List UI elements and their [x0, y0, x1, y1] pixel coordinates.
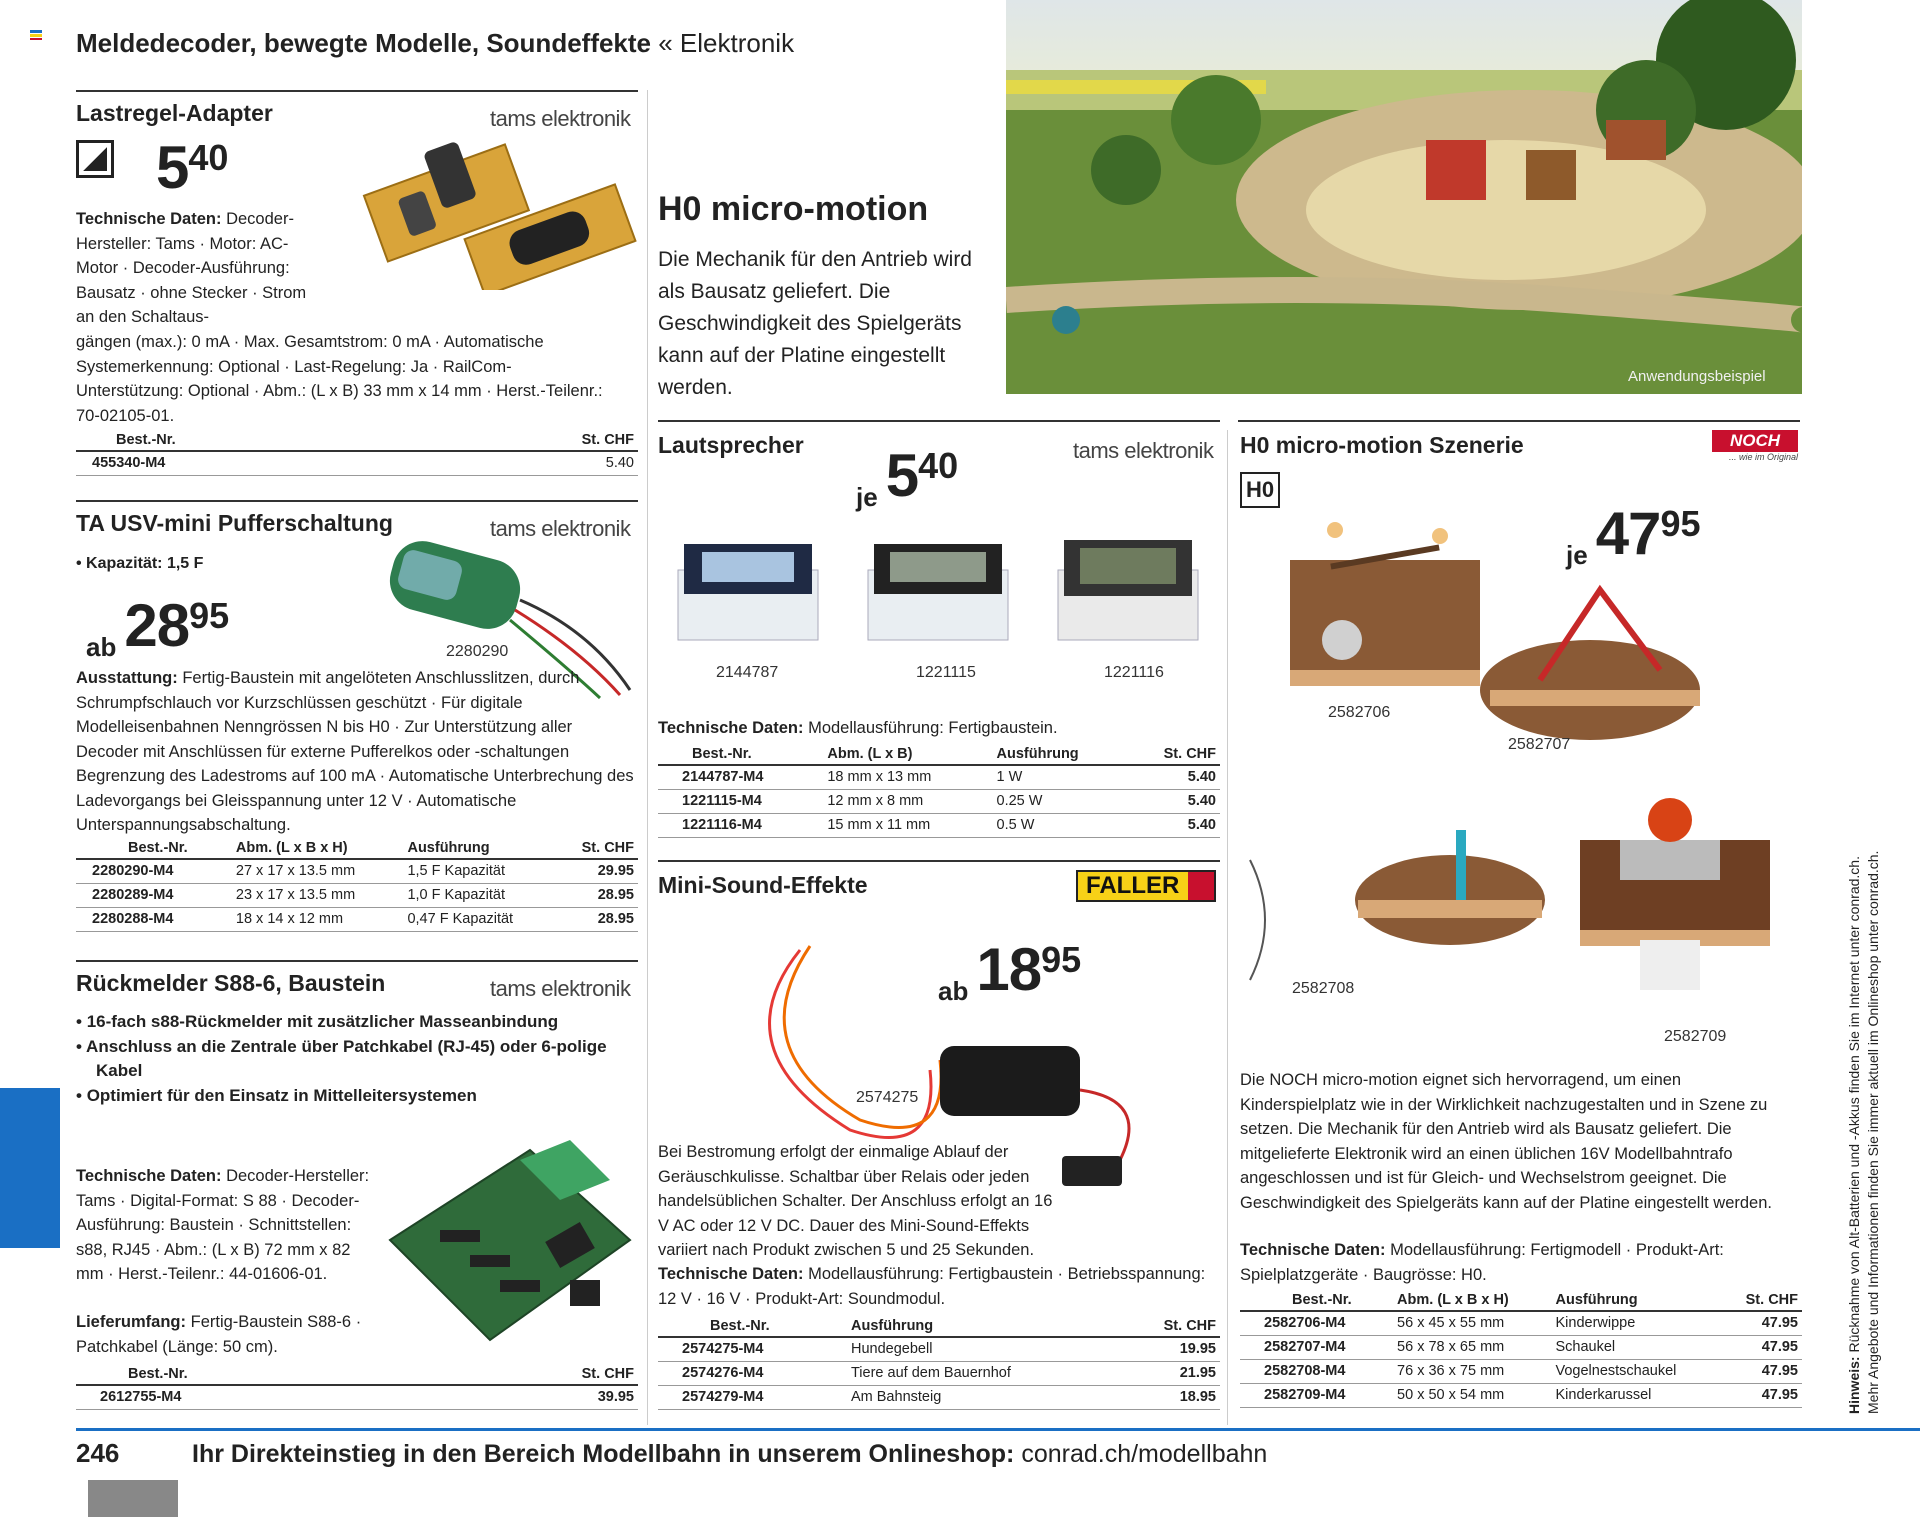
playground-photo	[1006, 0, 1802, 394]
lastregel-product-image	[360, 130, 640, 290]
lautsprecher-table: Best.-Nr. Abm. (L x B) Ausführung St. CHF 2144787-M4 18 mm x 13 mm 1 W 5.40 1221115-M4 12 mm x 8 mm 0.25 W 5.40 1221116-M4 15 mm x 11 mm 0.5 W 5.40	[658, 744, 1220, 838]
image-number: 2582706	[1328, 704, 1391, 721]
footer-text: Ihr Direkteinstieg in den Bereich Modellbahn in unserem Onlineshop: conrad.ch/modellbahn	[192, 1440, 1268, 1468]
table-row[interactable]: 2280290-M4 27 x 17 x 13.5 mm 1,5 F Kapazität 29.95	[76, 859, 638, 883]
s88-description: Technische Daten: Decoder-Hersteller: Tams · Digital-Format: S 88 · Decoder-Ausführung: Baustein · Schnittstellen: s88, RJ45 · Abm.: (L x B) 72 mm x 82 mm · Herst.-Teilenr.: 44-01606-01.	[76, 1167, 370, 1283]
usv-price: ab 28 95	[86, 592, 230, 662]
table-row[interactable]: 2574275-M4 Hundegebell 19.95	[658, 1337, 1220, 1361]
szenerie-title: H0 micro-motion Szenerie	[1240, 432, 1524, 458]
szenerie-description: Die NOCH micro-motion eignet sich hervorragend, um einen Kinderspielplatz wie in der Wirklichkeit nachzugestalten und in Szene zu setzen. Die Mechanik für den Antrieb wird als Bausatz geliefert. Die mitgelieferte Elektronik wird an einen üblichen 16V Modellbahntrafo angeschlossen und ist für Gleich- und Wechselstrom geeignet. Die Geschwindigkeit des Spielgeräts kann auf der Platine eingestellt werden.	[1240, 1071, 1772, 1212]
table-row[interactable]: 2612755-M4 39.95	[76, 1385, 638, 1409]
flag-icon	[30, 30, 42, 40]
noch-logo: NOCH ... wie im Original	[1712, 430, 1798, 464]
page-number: 246	[76, 1438, 120, 1468]
image-number: 2582709	[1664, 1028, 1727, 1045]
h0-badge: H0	[1240, 472, 1280, 508]
minisound-tech: Technische Daten: Modellausführung: Fertigbaustein · Betriebsspannung: 12 V · 16 V · Produkt-Art: Soundmodul.	[658, 1265, 1206, 1308]
lastregel-table: Best.-Nr. St. CHF 455340-M4 5.40	[76, 430, 638, 476]
image-number: 2582707	[1508, 736, 1571, 753]
image-number: 2574275	[856, 1089, 919, 1106]
s88-product-image	[380, 1130, 640, 1360]
usv-table: Best.-Nr. Abm. (L x B x H) Ausführung St. CHF 2280290-M4 27 x 17 x 13.5 mm 1,5 F Kapazität 29.95 2280289-M4 23 x 17 x 13.5 mm 1,0 F Kapazität 28.95 2280288-M4 18 x 14 x 12 mm 0,47 F Kapazität 28.95	[76, 838, 638, 932]
photo-caption: Anwendungsbeispiel	[1628, 368, 1766, 385]
table-row[interactable]: 2280289-M4 23 x 17 x 13.5 mm 1,0 F Kapazität 28.95	[76, 883, 638, 907]
micromotion-description: Die Mechanik für den Antrieb wird als Bausatz geliefert. Die Geschwindigkeit des Spielgeräts kann auf der Platine eingestellt werden.	[658, 248, 972, 399]
tams-logo: tams elektronik	[490, 106, 631, 131]
s88-table: Best.-Nr. St. CHF 2612755-M4 39.95	[76, 1364, 638, 1410]
lautsprecher-price: je 5 40	[856, 442, 959, 512]
faller-logo: FALLER	[1076, 870, 1216, 902]
page-header: Meldedecoder, bewegte Modelle, Soundeffekte « Elektronik	[76, 28, 795, 58]
image-number: 1221116	[1104, 664, 1164, 681]
lastregel-description-b: gängen (max.): 0 mA · Max. Gesamtstrom: 0 mA · Automatische Systemerkennung: Optional · Last-Regelung: Ja · RailCom-Unterstützung: Optional · Abm.: (L x B) 33 mm x 14 mm · Herst.-Teilenr.: 70-02105-01.	[76, 333, 603, 425]
list-item: • Optimiert für den Einsatz in Mittelleitersystemen	[76, 1084, 636, 1109]
table-row[interactable]: 2574276-M4 Tiere auf dem Bauernhof 21.95	[658, 1361, 1220, 1385]
minisound-title: Mini-Sound-Effekte	[658, 872, 868, 898]
list-item: • 16-fach s88-Rückmelder mit zusätzlicher Masseanbindung	[76, 1010, 636, 1035]
image-number: 2280290	[446, 643, 509, 660]
usv-title: TA USV-mini Pufferschaltung	[76, 510, 393, 536]
image-number: 2144787	[716, 664, 779, 681]
minisound-description: Bei Bestromung erfolgt der einmalige Ablauf der Geräuschkulisse. Schaltbar über Relais oder jeden handelsüblichen Schalter. Der Anschluss erfolgt an 16 V AC oder 12 V DC. Dauer des Mini-Sound-Effekts variiert nach Produkt zwischen 5 und 25 Sekunden.	[658, 1143, 1053, 1259]
image-number: 2582708	[1292, 980, 1355, 997]
speaker-images	[668, 530, 1218, 660]
tams-logo: tams elektronik	[490, 516, 631, 541]
lautsprecher-title: Lautsprecher	[658, 432, 804, 458]
table-row[interactable]: 2582708-M4 76 x 36 x 75 mm Vogelnestschaukel 47.95	[1240, 1359, 1802, 1383]
s88-scope: Lieferumfang: Fertig-Baustein S88-6 · Patchkabel (Länge: 50 cm).	[76, 1313, 362, 1356]
minisound-table: Best.-Nr. Ausführung St. CHF 2574275-M4 Hundegebell 19.95 2574276-M4 Tiere auf dem Bauernhof 21.95 2574279-M4 Am Bahnsteig 18.95	[658, 1316, 1220, 1410]
s88-title: Rückmelder S88-6, Baustein	[76, 970, 386, 996]
table-row[interactable]: 2582706-M4 56 x 45 x 55 mm Kinderwippe 47.95	[1240, 1311, 1802, 1335]
list-item: • Kapazität: 1,5 F	[76, 552, 203, 577]
table-row[interactable]: 1221115-M4 12 mm x 8 mm 0.25 W 5.40	[658, 789, 1220, 813]
table-row[interactable]: 2144787-M4 18 mm x 13 mm 1 W 5.40	[658, 765, 1220, 789]
tams-logo: tams elektronik	[490, 976, 631, 1001]
table-row[interactable]: 2280288-M4 18 x 14 x 12 mm 0,47 F Kapazität 28.95	[76, 907, 638, 931]
footer-tab	[88, 1480, 178, 1517]
tams-logo: tams elektronik	[1073, 438, 1214, 463]
usv-description: Ausstattung: Fertig-Baustein mit angelöteten Anschlusslitzen, durch Schrumpfschlauch vor Kurzschlüssen geschützt · Für digitale Modelleisenbahnen Nenngrössen N bis H0 · Zur Unterstützung aller Decoder mit Anschlüssen für externe Pufferelkos oder -schaltungen Begrenzung des Ladestroms auf 100 mA · Automatische Unterbrechung des Ladevorgangs bei Gleisspannung unter 12 V · Automatische Unterspannungsabschaltung.	[76, 669, 634, 834]
szenerie-product-images	[1240, 500, 1800, 1040]
side-note: Hinweis: Rücknahme von Alt-Batterien und -Akkus finden Sie im Internet unter conrad.ch. Mehr Angebote und Informationen finden Sie immer aktuell im Onlineshop unter conrad.ch.	[1846, 850, 1881, 1414]
footer-link[interactable]: conrad.ch/modellbahn	[1021, 1440, 1268, 1468]
minisound-price: ab 18 95	[938, 936, 1082, 1006]
szenerie-price: je 47 95	[1566, 500, 1701, 570]
table-row[interactable]: 2574279-M4 Am Bahnsteig 18.95	[658, 1385, 1220, 1409]
image-number: 1221115	[916, 664, 976, 681]
table-row[interactable]: 455340-M4 5.40	[76, 451, 638, 475]
table-row[interactable]: 1221116-M4 15 mm x 11 mm 0.5 W 5.40	[658, 813, 1220, 837]
table-row[interactable]: 2582707-M4 56 x 78 x 65 mm Schaukel 47.95	[1240, 1335, 1802, 1359]
micromotion-title: H0 micro-motion	[658, 190, 929, 228]
lastregel-title: Lastregel-Adapter	[76, 100, 273, 126]
lautsprecher-description: Technische Daten: Modellausführung: Fertigbaustein.	[658, 719, 1058, 737]
lastregel-price: 5 40	[156, 134, 229, 201]
chapter-tab[interactable]	[0, 1088, 60, 1248]
szenerie-tech: Technische Daten: Modellausführung: Fertigmodell · Produkt-Art: Spielplatzgeräte · Baugrösse: H0.	[1240, 1241, 1724, 1284]
list-item: • Anschluss an die Zentrale über Patchkabel (RJ-45) oder 6-polige Kabel	[76, 1035, 636, 1084]
lastregel-description-a: Technische Daten: Decoder-Hersteller: Tams · Motor: AC-Motor · Decoder-Ausführung: Bausatz · ohne Stecker · Strom an den Schaltaus-	[76, 210, 307, 326]
energy-class-icon	[76, 140, 114, 178]
table-row[interactable]: 2582709-M4 50 x 50 x 54 mm Kinderkarussel 47.95	[1240, 1383, 1802, 1407]
szenerie-table: Best.-Nr. Abm. (L x B x H) Ausführung St. CHF 2582706-M4 56 x 45 x 55 mm Kinderwippe 47.95 2582707-M4 56 x 78 x 65 mm Schaukel 47.95 2582708-M4 76 x 36 x 75 mm Vogelnestschaukel 47.95 2582709-M4 50 x 50 x 54 mm Kinderkarussel 47.95	[1240, 1290, 1802, 1408]
